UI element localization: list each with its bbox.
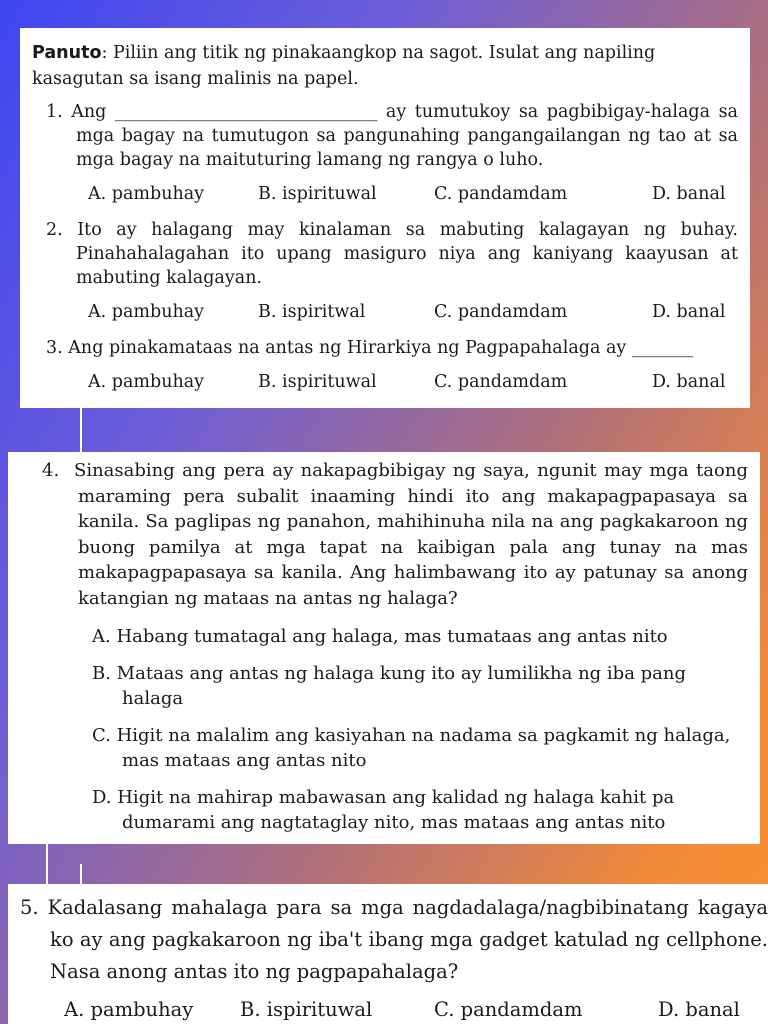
option-a[interactable]: A. pambuhay bbox=[64, 998, 194, 1021]
options-3 bbox=[32, 370, 738, 394]
option-c[interactable]: C. pandamdam bbox=[434, 372, 568, 392]
divider-line bbox=[80, 408, 82, 452]
instructions-label: Panuto bbox=[32, 43, 102, 63]
question-card-3 bbox=[8, 884, 768, 1024]
question-5 bbox=[14, 892, 768, 988]
divider-line bbox=[46, 844, 48, 884]
options-5 bbox=[14, 998, 768, 1022]
question-number: 2. bbox=[46, 220, 63, 240]
divider-line bbox=[80, 864, 82, 884]
option-b[interactable]: B. ispiritwal bbox=[258, 302, 366, 322]
question-text: Ang ______________________________ ay tumutukoy sa pagbibigay-halaga sa mga bagay na tumutugon sa pangunahing pangangailangan ng tao at sa mga bagay na maituturing lamang ng rangya o luho. bbox=[71, 102, 738, 170]
instructions bbox=[32, 40, 738, 92]
question-number: 1. bbox=[46, 102, 63, 122]
question-2 bbox=[32, 218, 738, 290]
option-c[interactable]: C. pandamdam bbox=[434, 302, 568, 322]
option-d[interactable]: D. banal bbox=[652, 372, 726, 392]
instructions-text: : Piliin ang titik ng pinakaangkop na sagot. Isulat ang napiling kasagutan sa isang malinis na papel. bbox=[32, 43, 656, 89]
question-text: Sinasabing ang pera ay nakapagbibigay ng saya, ngunit may mga taong maraming pera subalit inaaming hindi ito ang makapagpapasaya sa kanila. Sa paglipas ng panahon, mahihinuha nila na ang pagkakaroon ng buong pamilya at mga tapat na kaibigan pala ang tunay na mas makapagpapasaya sa kanila. Ang halimbawang ito ay patunay sa anong katangian ng mataas na antas ng halaga? bbox=[74, 460, 748, 609]
option-a[interactable]: A. pambuhay bbox=[88, 372, 205, 392]
option-d[interactable]: D. banal bbox=[652, 302, 726, 322]
option-c[interactable]: C. pandamdam bbox=[434, 998, 583, 1021]
option-b[interactable]: B. Mataas ang antas ng halaga kung ito ay lumilikha ng iba pang halaga bbox=[92, 662, 687, 709]
option-c[interactable]: C. Higit na malalim ang kasiyahan na nadama sa pagkamit ng halaga, mas mataas ang antas nito bbox=[92, 724, 731, 771]
option-c[interactable]: C. pandamdam bbox=[434, 184, 568, 204]
question-number: 5. bbox=[20, 896, 39, 919]
option-b[interactable]: B. ispirituwal bbox=[240, 998, 373, 1021]
option-b[interactable]: B. ispirituwal bbox=[258, 184, 377, 204]
options-2 bbox=[32, 300, 738, 324]
option-a[interactable]: A. pambuhay bbox=[88, 184, 205, 204]
question-card-1 bbox=[20, 28, 750, 408]
question-1 bbox=[32, 100, 738, 172]
question-text: Ang pinakamataas na antas ng Hirarkiya ng Pagpapahalaga ay _______ bbox=[68, 338, 694, 358]
question-4 bbox=[26, 458, 748, 612]
option-d[interactable]: D. banal bbox=[658, 998, 740, 1021]
question-text: Kadalasang mahalaga para sa mga nagdadalaga/nagbibinatang kagaya ko ay ang pagkakaroon ng iba't ibang mga gadget katulad ng cellphone. Nasa anong antas ito ng pagpapahalaga? bbox=[47, 896, 768, 983]
question-text: Ito ay halagang may kinalaman sa mabuting kalagayan ng buhay. Pinahahalagahan ito upang masiguro niya ang kaniyang kaayusan at mabuting kalagayan. bbox=[76, 220, 738, 288]
option-a[interactable]: A. pambuhay bbox=[88, 302, 205, 322]
option-b[interactable]: B. ispirituwal bbox=[258, 372, 377, 392]
question-card-2 bbox=[8, 452, 760, 844]
question-number: 3. bbox=[46, 338, 63, 358]
option-d[interactable]: D. Higit na mahirap mabawasan ang kalidad ng halaga kahit pa dumarami ang nagtataglay nito, mas mataas ang antas nito bbox=[92, 786, 675, 833]
options-1 bbox=[32, 182, 738, 206]
option-d[interactable]: D. banal bbox=[652, 184, 726, 204]
question-3 bbox=[32, 336, 738, 360]
question-number: 4. bbox=[42, 460, 60, 481]
option-a[interactable]: A. Habang tumatagal ang halaga, mas tumataas ang antas nito bbox=[92, 625, 668, 647]
